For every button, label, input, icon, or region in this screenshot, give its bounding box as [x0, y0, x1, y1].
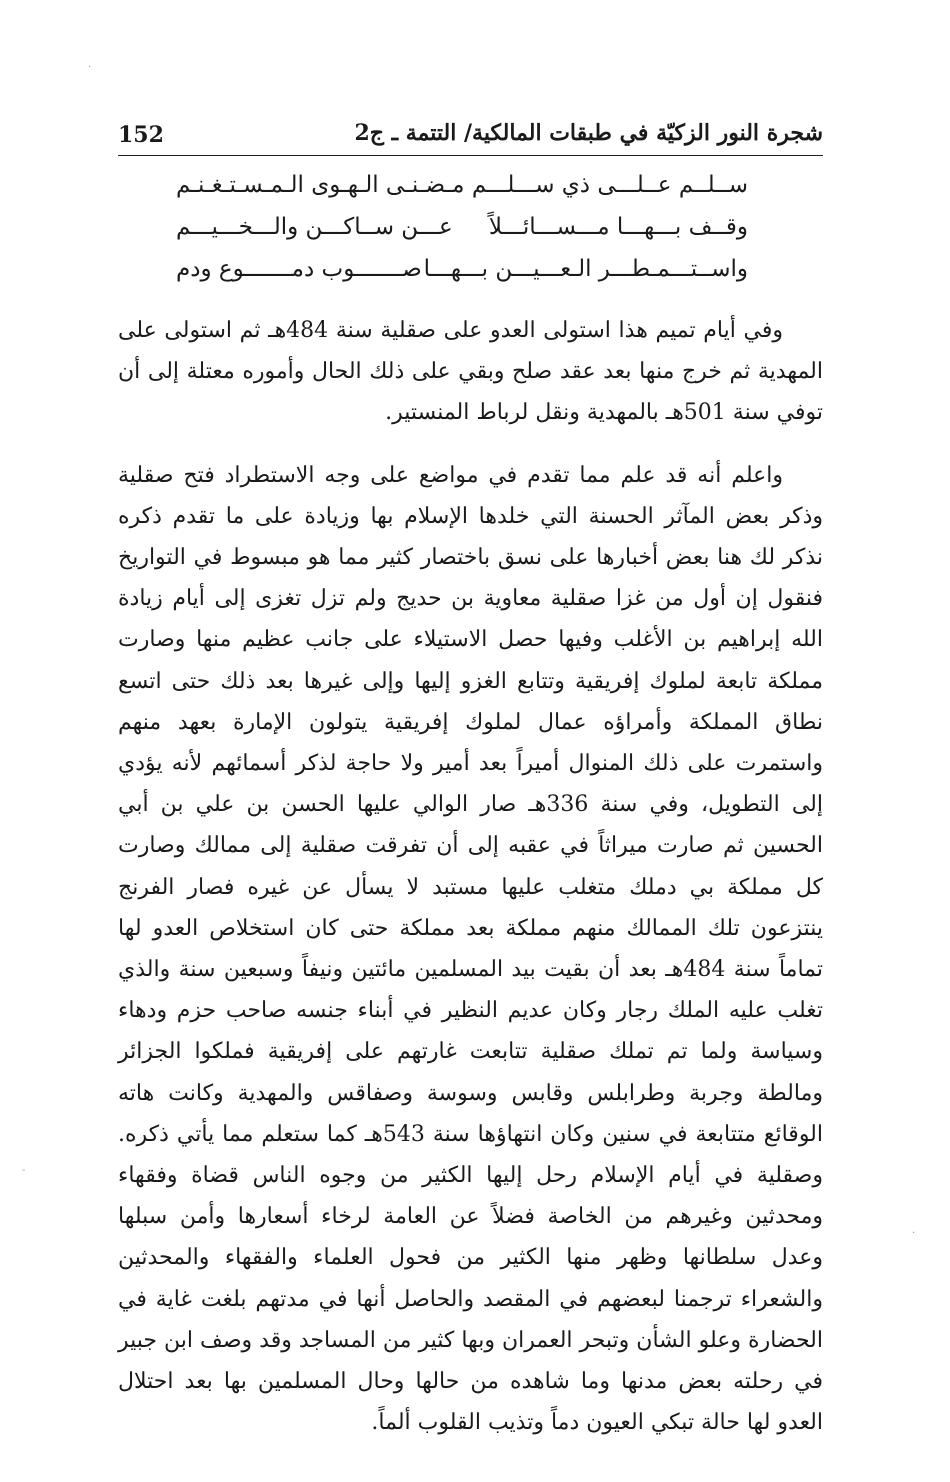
header-rule	[118, 155, 823, 156]
scan-speck: -	[22, 1165, 26, 1176]
poem-second-hemistich: مـضـنـى الـهـوى الـمـسـتـغـنـم	[176, 172, 465, 198]
poem-line	[168, 172, 748, 214]
page-header	[118, 118, 823, 154]
poem-line	[168, 256, 748, 298]
poem	[168, 172, 748, 298]
paragraph: وفي أيام تميم هذا استولى العدو على صقلية سنة 484هـ ثم استولى على المهدية ثم خرج منها بعد عقد صلح وبقي على ذلك الحال وأموره معتلة إلى أن توفي سنة 501هـ بالمهدية ونقل لرباط المنستير.	[118, 318, 823, 426]
poem-first-hemistich: واســتـــمـطـــر الـعـــيـــن بـــهـــا	[423, 256, 748, 282]
page-number: 152	[118, 122, 164, 148]
paragraph: واعلم أنه قد علم مما تقدم في مواضع على وجه الاستطراد فتح صقلية وذكر بعض المآثر الحسنة التي خلدها الإسلام بها وزيادة على ما تقدم ذكره نذكر لك هنا بعض أخبارها على نسق باختصار كثير مما هو مبسوط في التواريخ فنقول إن أول من غزا صقلية معاوية بن حديج ولم تزل تغزى إلى أيام زيادة الله إبراهيم بن الأغلب وفيها حصل الاستيلاء على جانب عظيم منها وصارت مملكة تابعة لملوك إفريقية وتتابع الغزو إليها وإلى غيرها بعد ذلك حتى اتسع نطاق المملكة وأمراؤه عمال لملوك إفريقية يتولون الإمارة بعهد منهم واستمرت على ذلك المنوال أميراً بعد أمير ولا حاجة لذكر أسمائهم لأنه يؤدي إلى التطويل، وفي سنة 336هـ صار الوالي عليها الحسن بن علي بن أبي الحسين ثم صارت ميراثاً في عقبه إلى أن تفرقت صقلية إلى ممالك وصارت كل مملكة بي دملك متغلب عليها مستبد لا يسأل عن غيره فصار الفرنج ينتزعون تلك الممالك منهم مملكة بعد مملكة حتى كان استخلاص العدو لها تماماً سنة 484هـ بعد أن بقيت بيد المسلمين مائتين ونيفاً وسبعين سنة والذي تغلب عليه الملك رجار وكان عديم النظير في أبناء جنسه صاحب حزم ودهاء وسياسة ولما تم تملك صقلية تتابعت غارتهم على إفريقية فملكوا الجزائر ومالطة وجربة وطرابلس وقابس وسوسة وصفاقس والمهدية وكانت هاته الوقائع متتابعة في سنين وكان انتهاؤها سنة 543هـ كما ستعلم مما يأتي ذكره. وصقلية في أيام الإسلام رحل إليها الكثير من وجوه الناس قضاة وفقهاء ومحدثين وغيرهم من الخاصة فضلاً عن العامة لرخاء أسعارها وأمن سبلها وعدل سلطانها وظهر منها الكثير من فحول العلماء والفقهاء والمحدثين والشعراء ترجمنا لبعضهم في المقصد والحاصل أنها في مدتهم بلغت غاية في الحضارة وعلو الشأن وتبحر العمران وبها كثير من المساجد وقد وصف ابن جبير في رحلته بعض مدنها وما شاهده من حالها وحال المسلمين بها بعد احتلال العدو لها حالة تبكي العيون دماً وتذيب القلوب ألماً.	[118, 462, 823, 1436]
running-title: شجرة النور الزكيّة في طبقات المالكية/ التتمة ـ ج2	[354, 120, 823, 146]
poem-second-hemistich: عـــن ســاكـــن والـــخـــيـــم	[176, 214, 453, 240]
poem-second-hemistich: صـــــــوب دمـــــــوع ودم	[176, 256, 422, 282]
poem-first-hemistich: ســلــم عــلـــى ذي ســـلـــم	[471, 172, 748, 198]
scan-speck: ·	[912, 1228, 916, 1239]
scan-speck: ·	[88, 62, 92, 73]
body-text	[118, 310, 823, 1443]
poem-line	[168, 214, 748, 256]
poem-first-hemistich: وقــف بـــهـــا مـــســـائـــلاً	[488, 214, 748, 240]
